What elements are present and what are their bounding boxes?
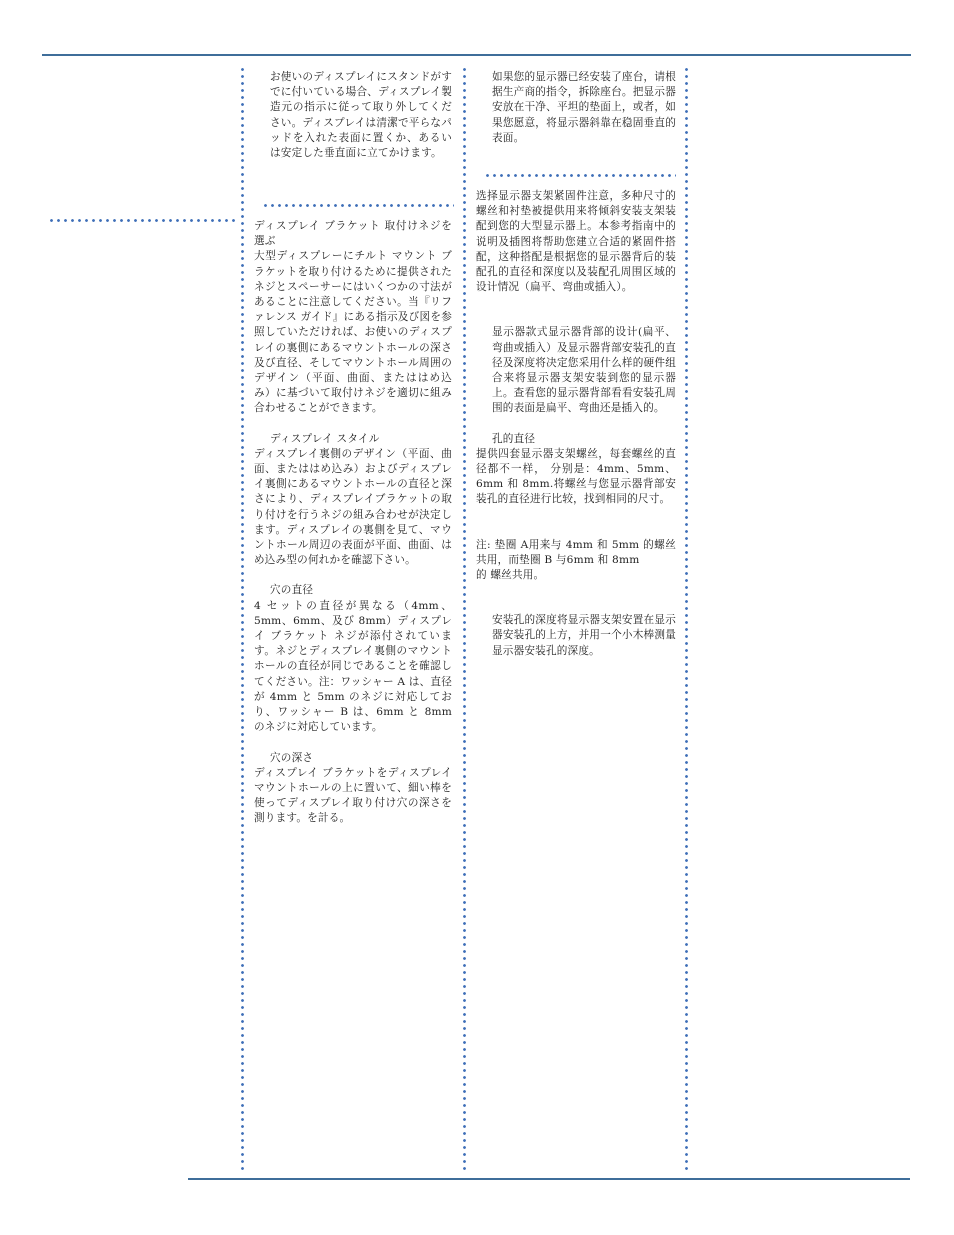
section-body: 提供四套显示器支架螺丝，每套螺丝的直径都不一样， 分别是：4mm、5mm、 6mm 和 8mm.将螺丝与您显示器背部安装孔的直径进行比较，找到相同的尺寸。 (476, 447, 676, 506)
column-divider (463, 66, 466, 1172)
japanese-column (254, 70, 452, 161)
section-body: 大型ディスプレーにチルト マウント ブラケットを取り付けるために提供されたネジとスペーサーにはいくつかの寸法があることに注意してください。当『リファレンス ガイド』にある指示及び図を参照していただければ、お使いのディスプレイの裏側にあるマウントホールの深さ及び直径、そしてマウントホール周囲のデザイン（平面、曲面、またははめ込み）に基づいて取付けネジを適切に組み合わせることができます。 (254, 250, 452, 415)
intro-paragraph: 如果您的显示器已经安装了座台，请根据生产商的指令，拆除座台。把显示器安放在干净、平坦的垫面上，或者，如果您愿意，将显示器斜靠在稳固垂直的表面。 (492, 71, 676, 144)
section-body: ディスプレイ裏側のデザイン（平面、曲面、またははめ込み）およびディスプレイ裏側にあるマウントホールの直径と深さにより、ディスプレイブラケットの取り付けを行うネジの組み合わせが決定します。ディスプレイの裏側を見て、マウントホール周辺の表面が平面、曲面、はめ込み型の何れかを確認下さい。 (254, 447, 452, 567)
section-body: ディスプレイ ブラケットをディスプレイマウントホールの上に置いて、細い棒を使ってディスプレイ取り付け穴の深さを測ります。を計る。 (254, 766, 452, 825)
section-title: 孔的直径 (492, 432, 536, 445)
section-title: ディスプレイ ブラケット 取付けネジを選ぶ (254, 220, 452, 248)
japanese-column-body (254, 219, 452, 827)
section-body: 选择显示器支架紧固件注意，多种尺寸的螺丝和衬垫被提供用来将倾斜安装支架装配到您的大型显示器上。本参考指南中的说明及插图将帮助您建立合适的紧固件搭配，这种搭配是根据您的显示器背后的装配孔的直径和深度以及装配孔周围区域的设计情况（扁平、弯曲或插入）。 (476, 190, 676, 294)
section-title: ディスプレイ スタイル (270, 432, 380, 445)
chinese-column-body (476, 189, 676, 659)
top-rule (42, 54, 911, 56)
section-divider (262, 204, 454, 207)
section-body: 4 セットの直径が異なる（4mm、5mm、6mm、及び 8mm）ディスプレイ ブラケット ネジが添付されています。ネジとディスプレイ裏側のマウントホールの直径が同じであることを確認してください。注：ワッシャー A は、直径が 4mm と 5mm のネジに対応しており、ワッシャー B は、6mm と 8mm のネジに対応しています。 (254, 599, 452, 734)
section-body: 显示器款式显示器背部的设计(扁平、弯曲或插入）及显示器背部安装孔的直径及深度将决定您采用什么样的硬件组合来将显示器支架安装到您的显示器上。查看您的显示器背部看看安装孔周围的表面是扁平、弯曲还是插入的。 (492, 326, 676, 415)
note-paragraph: 注: 垫圈 A用来与 4mm 和 5mm 的螺丝共用，而垫圈 B 与6mm 和 8mm 的 螺丝共用。 (476, 538, 676, 582)
section-divider (48, 219, 236, 222)
section-divider (484, 174, 676, 177)
column-divider (241, 66, 244, 1172)
section-body: 安装孔的深度将显示器支架安置在显示器安装孔的上方，并用一个小木棒测量显示器安装孔的深度。 (492, 614, 676, 657)
intro-paragraph: お使いのディスプレイにスタンドがすでに付いている場合、ディスプレイ製造元の指示に従って取り外してください。ディスプレイは清潔で平らなパッドを入れた表面に置くか、あるいは安定した垂直面に立てかけます。 (270, 71, 452, 160)
section-title: 穴の深さ (270, 751, 314, 764)
chinese-column (476, 70, 676, 146)
section-title: 穴の直径 (270, 584, 314, 597)
bottom-rule (188, 1178, 910, 1180)
column-divider (685, 66, 688, 1172)
